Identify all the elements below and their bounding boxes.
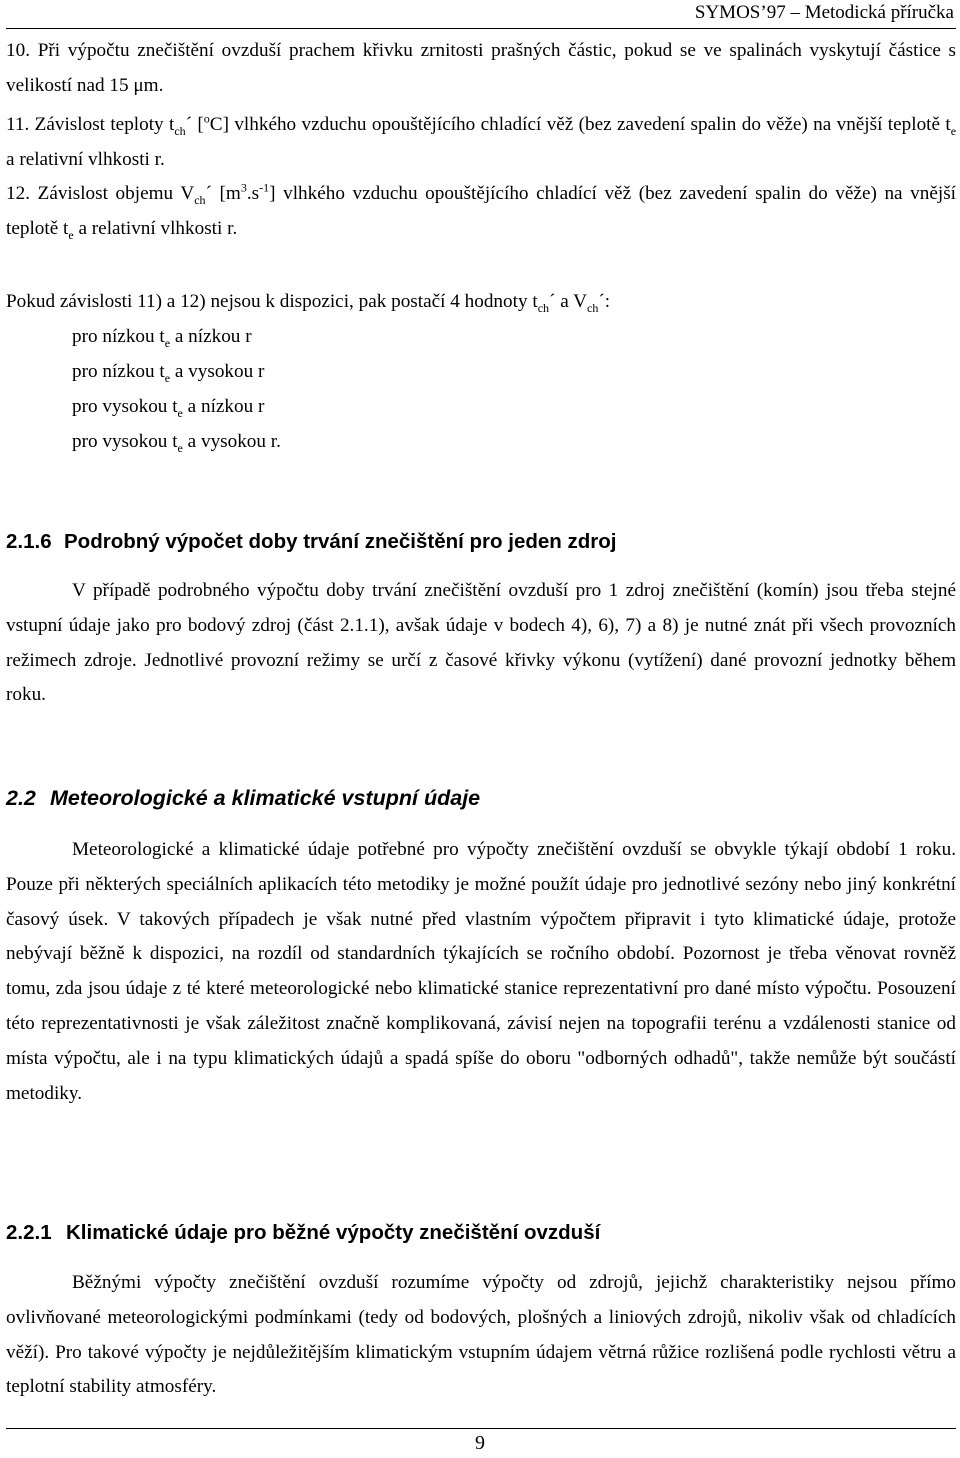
subscript: e — [68, 227, 74, 242]
item-text: .s — [246, 183, 260, 204]
subscript: ch — [537, 300, 550, 315]
section-2-2-paragraph: Meteorologické a klimatické údaje potřebné pro výpočty znečištění ovzduší se obvykle týkají období 1 roku. Pouze při některých speciálních aplikacích této metodiky je možné použít údaje pro jednotlivé sezóny nebo jiný konkrétní časový úsek. V takových případech je však nutné před vlastním výpočtem připravit i tyto klimatické údaje, protože nebývají běžně k dispozici, na rozdíl od standardních týkajících se ročního období. Pozornost je třeba věnovat rovněž tomu, zda jsou údaje z té které meteorologické nebo klimatické stanice reprezentativní pro dané místo výpočtu. Posouzení této reprezentativnosti je však záležitost značně komplikovaná, závisí nejen na topografii terénu a vzdálenosti stanice od místa výpočtu, ale i na typu klimatických údajů a spadá spíše do oboru "odborných odhadů", takže nemůže být součástí metodiky. — [6, 839, 956, 1104]
section-heading-2-1-6 — [6, 530, 616, 554]
condition-item: pro nízkou $t_e$ a nízkou r — [72, 326, 252, 350]
list-item-11 — [6, 108, 956, 177]
section-heading-2-2 — [6, 786, 480, 811]
intro-text: ´ a V — [549, 291, 588, 312]
condition-item: pro nízkou $t_e$ a vysokou r — [72, 361, 265, 385]
section-heading-2-2-1 — [6, 1221, 600, 1245]
item-number: 10. — [6, 40, 30, 61]
section-2-1-6-paragraph: V případě podrobného výpočtu doby trvání znečištění ovzduší pro 1 zdroj znečištění (komín) jsou třeba stejné vstupní údaje jako pro bodový zdroj (část 2.1.1), avšak údaje v bodech 4), 6), 7) a 8) je nutné znát při všech provozních režimech zdroje. Jednotlivé provozní režimy se určí z časové křivky výkonu (vytížení) dané provozní jednotky během roku. — [6, 580, 956, 706]
section-number: 2.2 — [6, 786, 36, 810]
subscript: ch — [194, 192, 206, 207]
page-number: 9 — [475, 1432, 485, 1454]
subscript: e — [950, 123, 957, 138]
section-title: Klimatické údaje pro běžné výpočty znečištění ovzduší — [66, 1221, 601, 1244]
subscript: ch — [587, 300, 599, 315]
item-text: Závislost teploty t — [34, 114, 175, 135]
section-title: Meteorologické a klimatické vstupní údaje — [50, 786, 481, 810]
subscript: ch — [174, 123, 186, 138]
footer-rule — [6, 1428, 956, 1429]
section-title: Podrobný výpočet doby trvání znečištění pro jeden zdroj — [64, 530, 617, 553]
item-text: C] vlhkého vzduchu opouštějícího chladící věž (bez zavedení spalin do věže) na vnější teplotě t — [209, 114, 951, 135]
condition-item: pro vysokou $t_e$ a nízkou r — [72, 396, 265, 420]
list-item-12 — [6, 177, 956, 246]
running-header: SYMOS’97 – Metodická příručka — [694, 2, 954, 23]
item-text: a relativní vlhkosti r. — [6, 148, 165, 170]
superscript: 3 — [240, 180, 247, 195]
item-text: Při výpočtu znečištění ovzduší prachem křivku zrnitosti prašných částic, pokud se ve spalinách vyskytují částice s velikostí nad 15 μm. — [6, 40, 957, 96]
section-2-2-1-paragraph: Běžnými výpočty znečištění ovzduší rozumíme výpočty od zdrojů, jejichž charakteristiky nejsou přímo ovlivňované meteorologickými podmínkami (tedy od bodových, plošných a liniových zdrojů, nikoliv však od chladících věží). Pro takové výpočty je nejdůležitějším klimatickým vstupním údajem větrná růžice rozlišená podle rychlosti větru a teplotní stability atmosféry. — [6, 1272, 956, 1398]
item-text: a relativní vlhkosti r. — [73, 217, 238, 239]
item-text: ´ [ — [185, 114, 204, 135]
item-text: ] vlhkého vzduchu opouštějícího chladící věž (bez zavedení spalin do věže) na vnější teplotě t — [6, 183, 956, 239]
condition-list — [72, 319, 281, 459]
section-number: 2.1.6 — [6, 530, 52, 553]
intro-paragraph — [6, 285, 956, 320]
header-rule — [6, 28, 956, 29]
condition-item: pro vysokou $t_e$ a vysokou r. — [72, 431, 281, 455]
item-number: 11. — [6, 114, 30, 135]
section-number: 2.2.1 — [6, 1221, 52, 1244]
superscript: o — [203, 111, 210, 126]
intro-text: ´: — [598, 291, 611, 312]
superscript: -1 — [259, 180, 270, 195]
list-item-10 — [6, 34, 956, 103]
intro-text: Pokud závislosti 11) a 12) nejsou k dispozici, pak postačí 4 hodnoty t — [6, 291, 538, 312]
item-text: ´ [m — [205, 183, 241, 204]
item-text: Závislost objemu V — [37, 183, 195, 204]
item-number: 12. — [6, 183, 30, 204]
